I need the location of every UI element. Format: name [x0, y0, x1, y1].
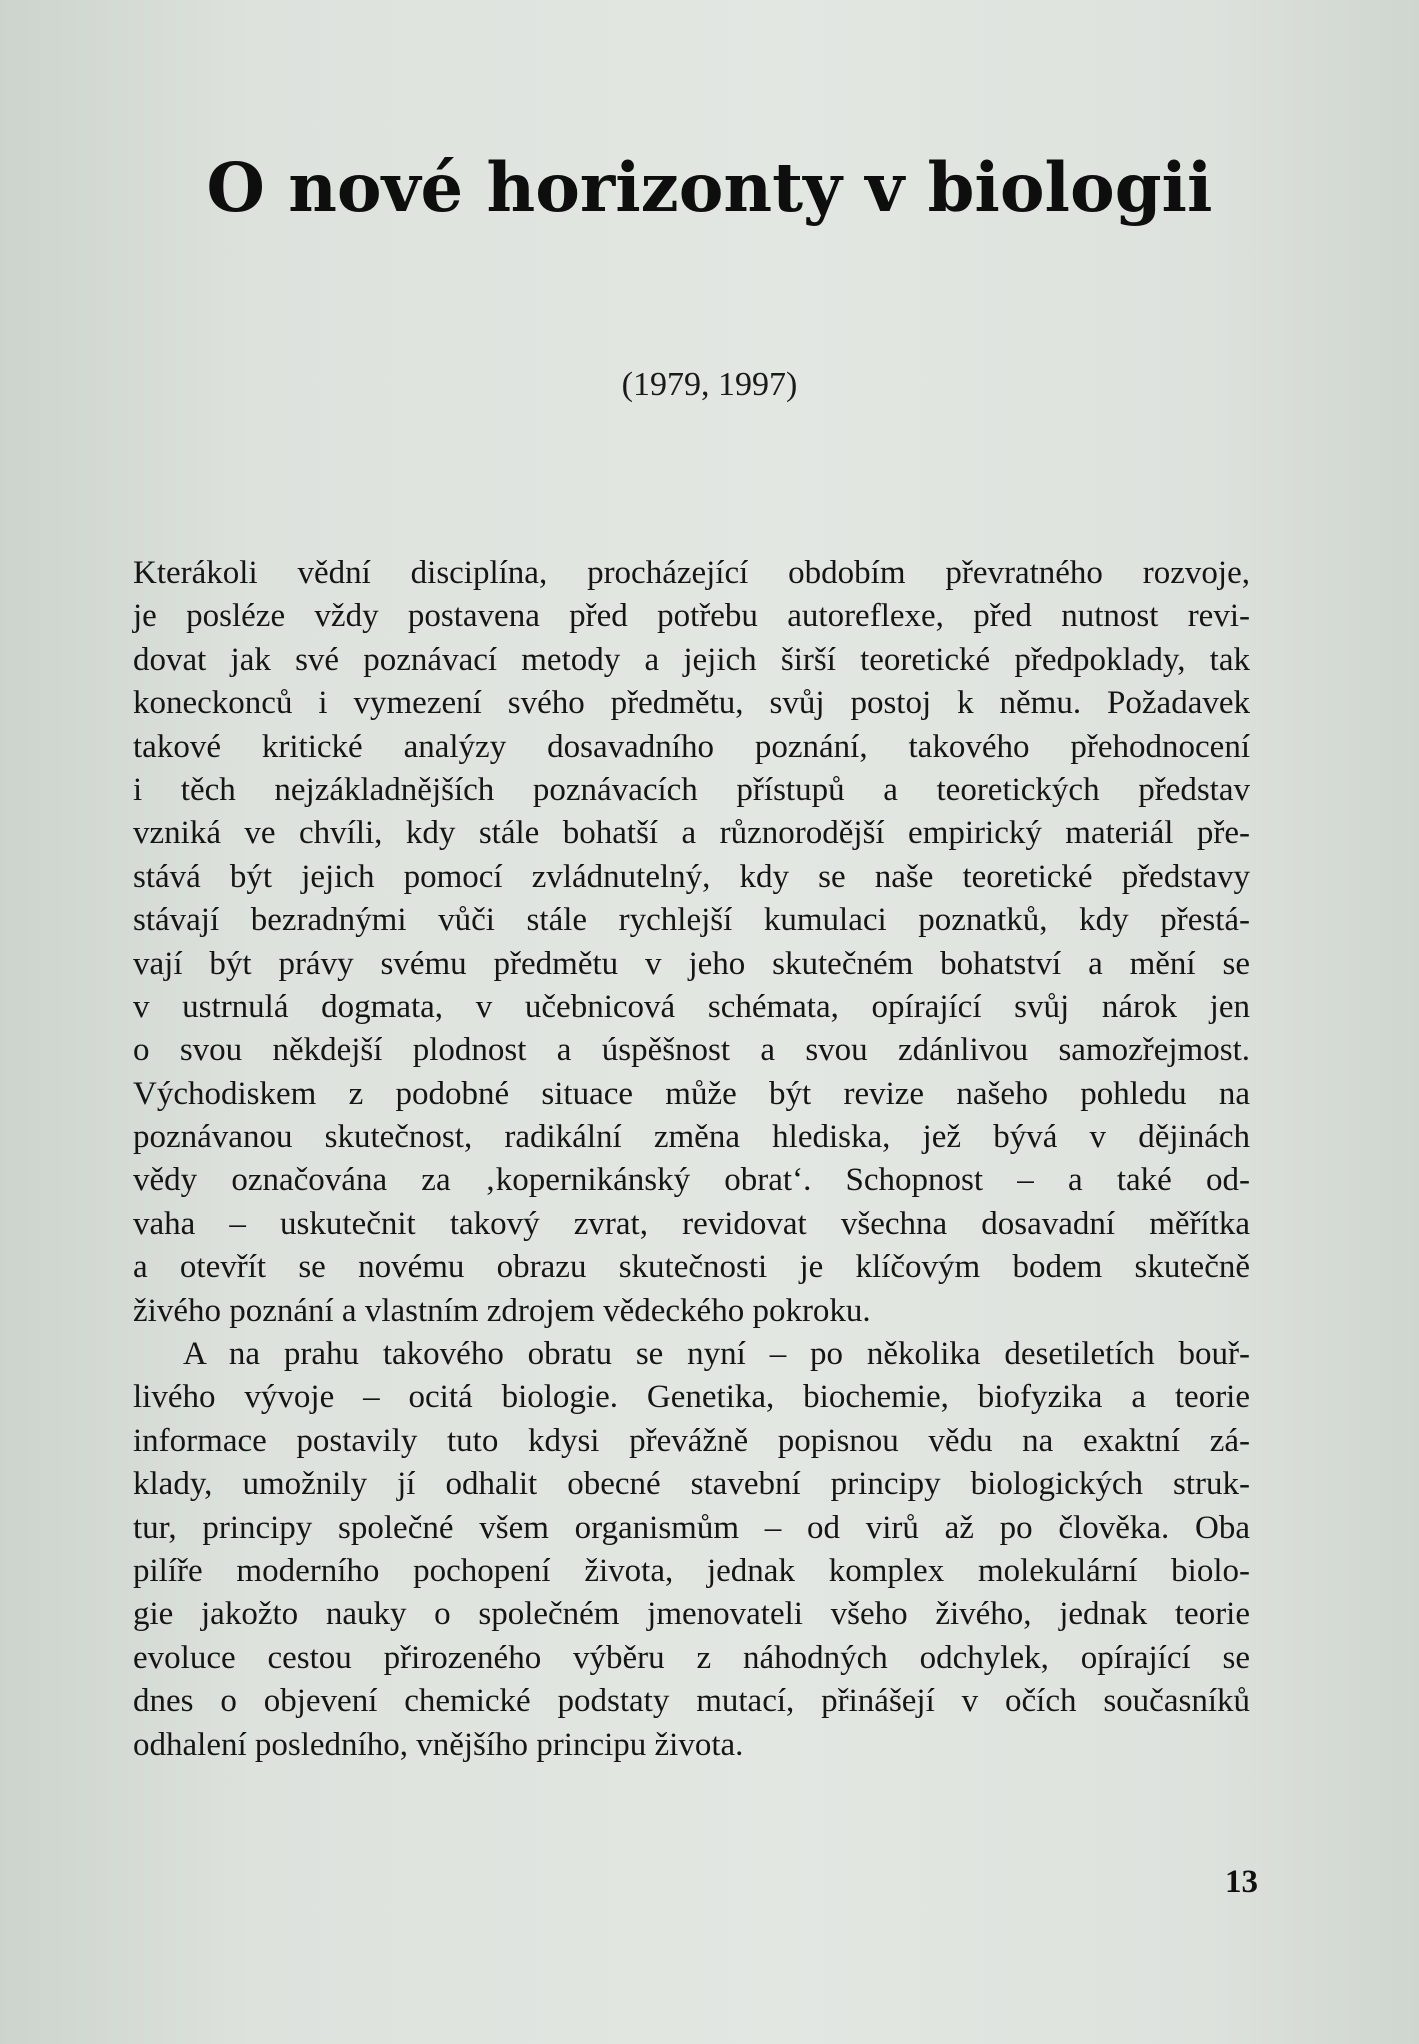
text-line: koneckonců i vymezení svého předmětu, svůj postoj k němu. Požadavek	[133, 685, 1250, 722]
text-line: A na prahu takového obratu se nyní – po několika desetiletích bouř-	[183, 1336, 1250, 1373]
text-line: odhalení posledního, vnějšího principu života.	[133, 1726, 744, 1763]
text-line: v ustrnulá dogmata, v učebnicová schémata, opírající svůj nárok jen	[133, 988, 1250, 1025]
text-line: gie jakožto nauky o společném jmenovateli všeho živého, jednak teorie	[133, 1596, 1250, 1633]
page-number: 13	[1225, 1864, 1258, 1900]
text-line: livého vývoje – ocitá biologie. Genetika, biochemie, biofyzika a teorie	[133, 1379, 1250, 1416]
text-line: živého poznání a vlastním zdrojem vědeckého pokroku.	[133, 1292, 871, 1329]
paragraph	[133, 1333, 1250, 1767]
text-line: dovat jak své poznávací metody a jejich širší teoretické předpoklady, tak	[133, 641, 1250, 678]
chapter-title: O nové horizonty v biologii	[206, 148, 1213, 227]
text-line: informace postavily tuto kdysi převážně popisnou vědu na exaktní zá-	[133, 1422, 1250, 1459]
text-line: vají být právy svému předmětu v jeho skutečném bohatství a mění se	[133, 945, 1250, 982]
chapter-years: (1979, 1997)	[621, 366, 798, 403]
text-line: klady, umožnily jí odhalit obecné stavební principy biologických struk-	[133, 1466, 1250, 1503]
text-line: evoluce cestou přirozeného výběru z náhodných odchylek, opírající se	[133, 1639, 1250, 1676]
text-line: dnes o objevení chemické podstaty mutací, přinášejí v očích současníků	[133, 1683, 1250, 1720]
text-line: i těch nejzákladnějších poznávacích přístupů a teoretických představ	[133, 771, 1250, 808]
text-line: vaha – uskutečnit takový zvrat, revidovat všechna dosavadní měřítka	[133, 1205, 1250, 1242]
text-line: stává být jejich pomocí zvládnutelný, kdy se naše teoretické představy	[133, 858, 1250, 895]
text-line: takové kritické analýzy dosavadního poznání, takového přehodnocení	[133, 728, 1250, 765]
text-line: a otevřít se novému obrazu skutečnosti je klíčovým bodem skutečně	[133, 1249, 1250, 1286]
text-line: Východiskem z podobné situace může být revize našeho pohledu na	[133, 1075, 1250, 1112]
text-line: vzniká ve chvíli, kdy stále bohatší a různorodější empirický materiál pře-	[133, 815, 1250, 852]
body-text	[133, 552, 1250, 1767]
text-line: pilíře moderního pochopení života, jednak komplex molekulární biolo-	[133, 1552, 1250, 1589]
text-line: o svou někdejší plodnost a úspěšnost a svou zdánlivou samozřejmost.	[133, 1032, 1250, 1069]
paragraph	[133, 552, 1250, 1333]
text-line: stávají bezradnými vůči stále rychlejší kumulaci poznatků, kdy přestá-	[133, 902, 1250, 939]
text-line: poznávanou skutečnost, radikální změna hlediska, jež bývá v dějinách	[133, 1119, 1250, 1156]
text-line: vědy označována za ‚kopernikánský obrat‘. Schopnost – a také od-	[133, 1162, 1250, 1199]
text-line: tur, principy společné všem organismům – od virů až po člověka. Oba	[133, 1509, 1250, 1546]
text-line: Kterákoli vědní disciplína, procházející obdobím převratného rozvoje,	[133, 555, 1250, 591]
text-line: je posléze vždy postavena před potřebu autoreflexe, před nutnost revi-	[133, 598, 1250, 635]
